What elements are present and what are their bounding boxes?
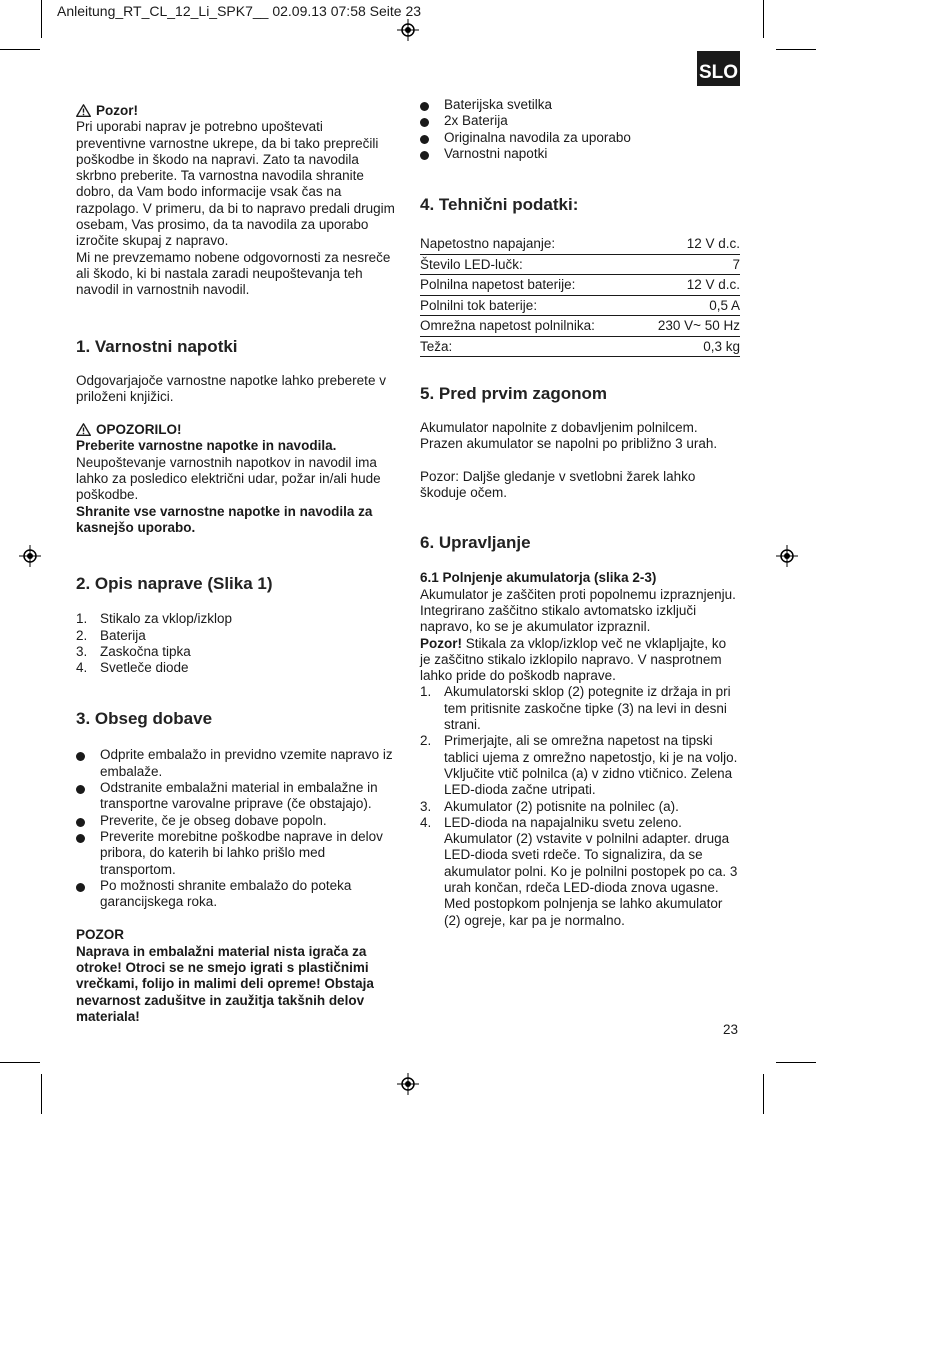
- crop-mark: [776, 1062, 816, 1063]
- section-6-1-title: 6.1 Polnjenje akumulatorja (slika 2-3): [420, 570, 657, 586]
- list-item: 3. Zaskočna tipka: [76, 643, 191, 659]
- list-item: Preverite morebitne poškodbe naprave in delov pribora, do katerih bi lahko prišlo med transportom.: [76, 829, 396, 878]
- table-row: Napetostno napajanje: 12 V d.c.: [420, 234, 740, 254]
- section-5-text-2: Pozor: Daljše gledanje v svetlobni žarek lahko škoduje očem.: [420, 468, 696, 501]
- language-tab: SLO: [697, 51, 740, 86]
- list-item: 1. Stikalo za vklop/izklop: [76, 611, 233, 627]
- list-item: Originalna navodila za uporabo: [420, 130, 740, 146]
- warning-bold-1: Preberite varnostne napotke in navodila.: [76, 438, 337, 454]
- page-number: 23: [723, 1022, 739, 1037]
- pozor-text: Pri uporabi naprav je potrebno upoštevati preventivne varnostne ukrepe, da bi tako preprečili poškodbe in škodo na napravi. Zato ta navodila skrbno preberite. Ta varnostna navodila shranite dobro, da Vam bodo informacije vsak čas na razpolago. V primeru, da bi to napravo predali drugim osebam, Vas prosimo, da ta navodila za uporabo izročite skupaj z napravo.: [76, 119, 395, 249]
- device-parts-list: [76, 611, 396, 676]
- section-5-text: Akumulator napolnite z dobavljenim polnilcem. Prazen akumulator se napolni po približno 3 urah.: [420, 420, 718, 452]
- charging-steps-list: [420, 684, 740, 928]
- section-1-text: Odgovarjajoče varnostne napotke lahko preberete v priloženi knjižici.: [76, 372, 386, 404]
- list-item: Baterijska svetilka: [420, 97, 740, 113]
- crop-mark: [763, 0, 764, 38]
- section-6-1-text: Akumulator je zaščiten proti popolnemu izpraznjenju. Integrirano zaščitno stikalo avtomatsko izklјuči napravo, ko se je akumulator izpraznil.: [420, 586, 736, 635]
- pozor-heading: Pozor!: [76, 103, 396, 119]
- warning-text: Neupoštevanje varnostnih napotkov in navodil ima lahko za posledico električni udar, požar in/ali hude poškodbe.: [76, 454, 381, 503]
- list-item: 3. Akumulator (2) potisnite na polnilec (a).: [420, 798, 679, 814]
- table-row: Polnilna napetost baterije: 12 V d.c.: [420, 275, 740, 296]
- list-item: 1. Akumulatorski sklop (2) potegnite iz držaja in pri tem pritisnite zaskočne tipke (3) na levi in desni strani.: [420, 684, 731, 733]
- list-item: Odstranite embalažni material in embalažne in transportne varovalne priprave (če obstajajo).: [76, 780, 396, 813]
- registration-mark-icon: [397, 19, 419, 41]
- crop-mark: [763, 1074, 764, 1114]
- crop-mark: [0, 49, 40, 50]
- table-row: Število LED-lučk: 7: [420, 254, 740, 275]
- registration-mark-icon: [19, 545, 41, 567]
- pozor-text-2: Mi ne prevzemamo nobene odgovornosti za nesreče ali škodo, ki bi nastala zaradi neupoštevanja teh navodil in varnostnih navodil.: [76, 249, 391, 298]
- left-column: [76, 103, 396, 1025]
- list-item: Odprite embalažo in previdno vzemite napravo iz embalaže.: [76, 747, 396, 780]
- warning-icon: [76, 423, 91, 436]
- technical-data-table: [420, 234, 740, 357]
- registration-mark-icon: [397, 1073, 419, 1095]
- scope-items-list: [420, 97, 740, 162]
- warning-bold-2: Shranite vse varnostne napotke in navodila za kasnejšo uporabo.: [76, 503, 373, 535]
- list-item: Varnostni napotki: [420, 146, 740, 162]
- pozor-2-text: Naprava in embalažni material nista igrača za otroke! Otroci se ne smejo igrati s plastičnimi vrečkami, folijo in malimi deli opreme! Obstaja nevarnost zadušitve in zaužitja takšnih delov materiala!: [76, 943, 374, 1024]
- section-6-title: 6. Upravljanje: [420, 533, 531, 553]
- section-2-title: 2. Opis naprave (Slika 1): [76, 574, 273, 594]
- right-column: [420, 97, 740, 929]
- section-3-title: 3. Obseg dobave: [76, 709, 213, 729]
- crop-mark: [41, 0, 42, 38]
- registration-mark-icon: [776, 545, 798, 567]
- section-5-title: 5. Pred prvim zagonom: [420, 384, 608, 404]
- crop-mark: [0, 1062, 40, 1063]
- section-6-1-pozor: Pozor! Stikala za vklop/izklop več ne vklapljajte, ko je zaščitno stikalo izklopilo napravo. V nasprotnem lahko pride do poškodb naprave.: [420, 635, 727, 684]
- list-item: 4. LED-dioda na napajalniku svetu zeleno. Akumulator (2) vstavite v polnilni adapter. druga LED-dioda sveti rdeče. To signalizira, da se akumulator polni. Ko je polnilni postopek po ca. 3 urah končan, rdeča LED-dioda znova ugasne. Med postopkom polnjenja se lahko akumulator (2) ogreje, kar pa je normalno.: [420, 814, 738, 928]
- warning-icon: [76, 104, 91, 117]
- crop-mark: [41, 1074, 42, 1114]
- list-item: 2. Primerjajte, ali se omrežna napetost na tipski tablici ujema z omrežno napetostjo, ki je na voljo. Vključite vtič polnilca (a) v zidno vtičnico. Zelena LED-dioda začne utripati.: [420, 733, 738, 798]
- list-item: Po možnosti shranite embalažo do poteka garancijskega roka.: [76, 878, 396, 911]
- delivery-steps-list: [76, 747, 396, 910]
- list-item: 4. Svetleče diode: [76, 660, 189, 676]
- table-row: Omrežna napetost polnilnika: 230 V~ 50 Hz: [420, 316, 740, 337]
- pozor-2-heading: POZOR: [76, 927, 125, 943]
- section-4-title: 4. Tehnični podatki:: [420, 195, 579, 215]
- crop-mark: [776, 49, 816, 50]
- list-item: Preverite, če je obseg dobave popoln.: [76, 813, 396, 829]
- print-header: Anleitung_RT_CL_12_Li_SPK7__ 02.09.13 07:58 Seite 23: [57, 3, 422, 19]
- list-item: 2x Baterija: [420, 113, 740, 129]
- table-row: Teža: 0,3 kg: [420, 336, 740, 357]
- section-1-title: 1. Varnostni napotki: [76, 336, 238, 356]
- list-item: 2. Baterija: [76, 627, 146, 643]
- table-row: Polnilni tok baterije: 0,5 A: [420, 295, 740, 316]
- warning-heading: OPOZORILO!: [76, 422, 396, 438]
